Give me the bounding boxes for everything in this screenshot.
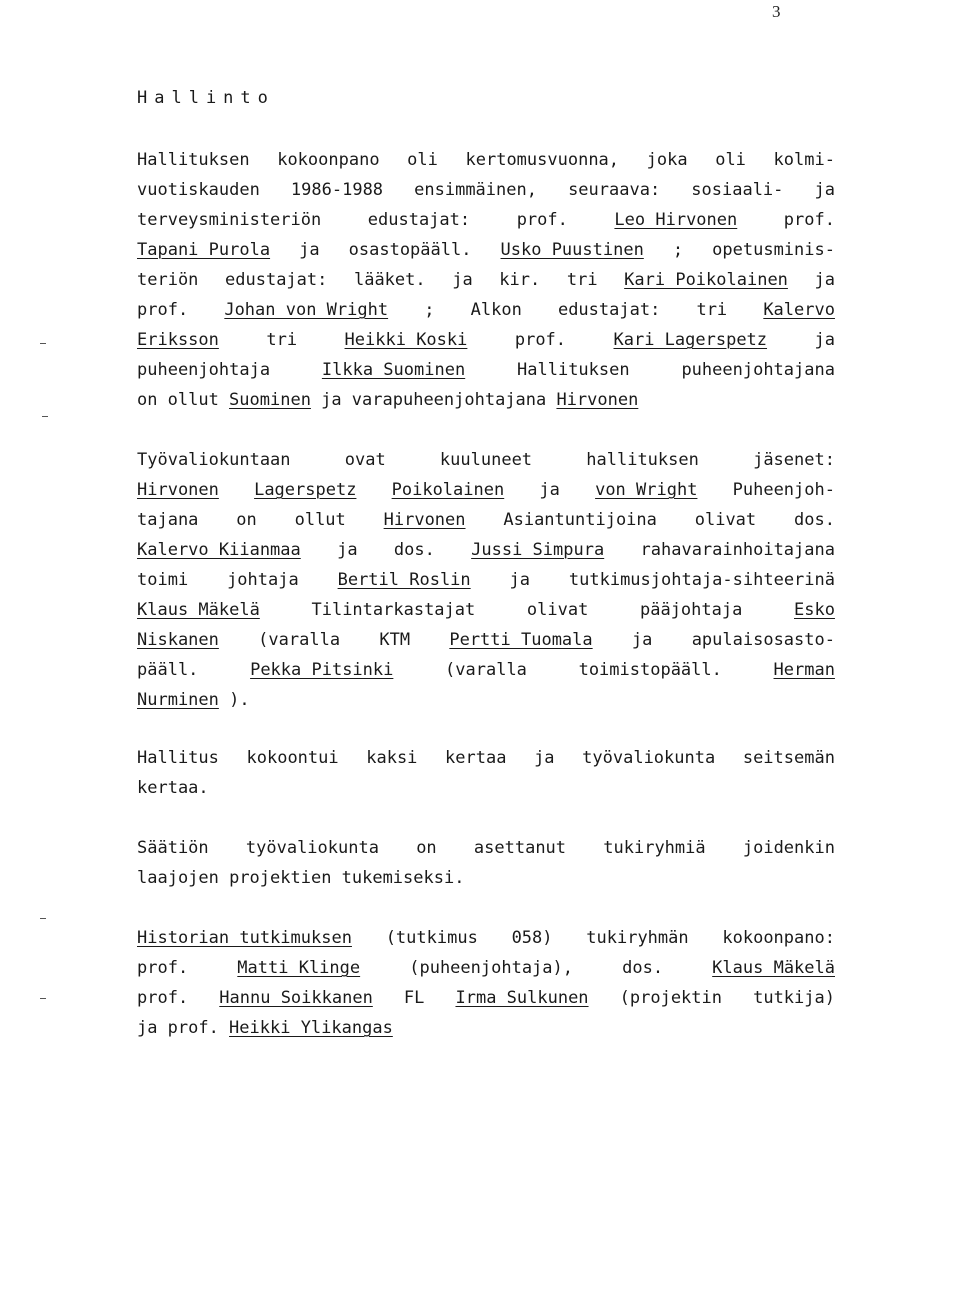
underlined-name: Lagerspetz — [254, 480, 357, 500]
word: olivat — [694, 510, 757, 530]
paragraph-meetings — [137, 743, 835, 803]
text-line — [137, 655, 835, 685]
word: teriön — [137, 270, 199, 290]
underlined-name: Heikki Koski — [344, 330, 468, 350]
word: prof. — [137, 300, 189, 320]
text-line — [137, 265, 835, 295]
underlined-name: Johan von Wright — [224, 300, 389, 320]
word: kuuluneet — [439, 450, 533, 470]
word: ollut — [294, 510, 346, 530]
word: vuotiskauden — [137, 180, 260, 200]
word: KTM — [379, 630, 411, 650]
word: apulaisosasto- — [691, 630, 835, 650]
word: ollut — [167, 390, 219, 410]
word: (projektin — [619, 988, 722, 1008]
underlined-name: Suominen — [229, 390, 311, 410]
word: (varalla — [258, 630, 341, 650]
word: prof. — [516, 210, 568, 230]
word: projektien — [229, 868, 332, 888]
word: edustajat: — [367, 210, 471, 230]
word: prof. — [167, 1018, 219, 1038]
underlined-name: Ilkka Suominen — [321, 360, 466, 380]
underlined-name: Irma Sulkunen — [455, 988, 589, 1008]
word: on — [416, 838, 437, 858]
text-line — [137, 685, 835, 715]
word: Hallituksen — [137, 150, 250, 170]
underlined-name: Niskanen — [137, 630, 219, 650]
underlined-name: von Wright — [595, 480, 698, 500]
underlined-name: Klaus Mäkelä — [712, 958, 835, 978]
underlined-name: Kari Poikolainen — [624, 270, 788, 290]
word: kertaa. — [137, 778, 209, 798]
word: kokoontui — [246, 748, 339, 768]
word: tajana — [137, 510, 199, 530]
word: Tilintarkastajat — [311, 600, 476, 620]
word: ; — [424, 300, 435, 320]
word: dos. — [794, 510, 835, 530]
word: hallituksen — [586, 450, 699, 470]
word: ja — [539, 480, 560, 500]
word: (tutkimus — [385, 928, 478, 948]
word: tukemiseksi. — [341, 868, 465, 888]
word: Hallitus — [137, 748, 219, 768]
word: ja — [814, 180, 835, 200]
paragraph-support-groups — [137, 833, 835, 893]
word: kokoonpano — [277, 150, 380, 170]
text-line — [137, 743, 835, 773]
word: 058) — [511, 928, 553, 948]
word: prof. — [137, 958, 189, 978]
underlined-name: Poikolainen — [391, 480, 505, 500]
underlined-name: Historian tutkimuksen — [137, 928, 352, 948]
word: FL — [403, 988, 425, 1008]
word: edustajat: — [225, 270, 328, 290]
word: kaksi — [366, 748, 418, 768]
text-line — [137, 923, 835, 953]
underlined-name: Hannu Soikkanen — [219, 988, 373, 1008]
word: tutkimusjohtaja-sihteerinä — [568, 570, 835, 590]
word: prof. — [137, 988, 189, 1008]
word: puheenjohtajana — [681, 360, 835, 380]
word: kir. — [499, 270, 541, 290]
underlined-name: Eriksson — [137, 330, 219, 350]
text-line — [137, 505, 835, 535]
text-line — [137, 355, 835, 385]
word: kertomusvuonna, — [465, 150, 620, 170]
underlined-name: Kari Lagerspetz — [613, 330, 768, 350]
word: lääket. — [353, 270, 426, 290]
word: työvaliokunta — [245, 838, 379, 858]
word: ensimmäinen, — [414, 180, 537, 200]
word: seitsemän — [742, 748, 835, 768]
text-line — [137, 953, 835, 983]
word: ja — [299, 240, 320, 260]
text-line — [137, 1013, 835, 1043]
word: rahavarainhoitajana — [640, 540, 835, 560]
word: asettanut — [473, 838, 567, 858]
word: työvaliokunta — [582, 748, 716, 768]
text-line — [137, 863, 835, 893]
margin-mark — [40, 918, 46, 919]
section-heading: Hallinto — [137, 88, 275, 108]
underlined-name: Klaus Mäkelä — [137, 600, 260, 620]
underlined-name: Heikki Ylikangas — [229, 1018, 393, 1038]
word: tukiryhmiä — [603, 838, 706, 858]
word: dos. — [622, 958, 664, 978]
margin-mark — [42, 416, 48, 417]
word: seuraava: — [568, 180, 661, 200]
text-line — [137, 983, 835, 1013]
word: opetusminis- — [712, 240, 835, 260]
word: tukiryhmän — [586, 928, 689, 948]
underlined-name: Leo Hirvonen — [614, 210, 738, 230]
word: jäsenet: — [753, 450, 835, 470]
underlined-name: Usko Puustinen — [500, 240, 644, 260]
word: ja — [814, 330, 835, 350]
word: puheenjohtaja — [137, 360, 271, 380]
word: Säätiön — [137, 838, 209, 858]
word: pääll. — [137, 660, 199, 680]
text-line — [137, 565, 835, 595]
word: ja — [509, 570, 531, 590]
word: (puheenjohtaja), — [409, 958, 573, 978]
text-line — [137, 535, 835, 565]
underlined-name: Jussi Simpura — [471, 540, 605, 560]
margin-mark — [40, 998, 46, 999]
word: Asiantuntijoina — [503, 510, 657, 530]
word: 1986-1988 — [290, 180, 384, 200]
word: ja — [534, 748, 555, 768]
word: tri — [266, 330, 298, 350]
paragraph-working-committee — [137, 445, 835, 715]
word: ja — [814, 270, 835, 290]
word: ; — [672, 240, 684, 260]
word: tri — [696, 300, 728, 320]
underlined-name: Esko — [794, 600, 835, 620]
word: johtaja — [227, 570, 299, 590]
margin-mark — [40, 343, 46, 344]
text-line — [137, 295, 835, 325]
word: varapuheenjohtajana — [351, 390, 547, 410]
word: toimi — [137, 570, 189, 590]
word: tri — [566, 270, 598, 290]
word: (varalla — [445, 660, 527, 680]
text-line — [137, 175, 835, 205]
word: ovat — [344, 450, 386, 470]
word: ja — [337, 540, 358, 560]
word: sosiaali- — [691, 180, 784, 200]
text-line — [137, 445, 835, 475]
underlined-name: Pertti Tuomala — [449, 630, 593, 650]
word: ). — [229, 690, 250, 710]
text-line — [137, 235, 835, 265]
word: terveysministeriön — [137, 210, 322, 230]
text-line — [137, 325, 835, 355]
word: tutkija) — [753, 988, 835, 1008]
text-line — [137, 205, 835, 235]
word: Työvaliokuntaan — [137, 450, 291, 470]
word: laajojen — [137, 868, 219, 888]
underlined-name: Kalervo — [763, 300, 835, 320]
text-line — [137, 773, 835, 803]
underlined-name: Nurminen — [137, 690, 219, 710]
word: ja — [452, 270, 473, 290]
word: oli — [407, 150, 438, 170]
underlined-name: Tapani Purola — [137, 240, 271, 260]
word: joidenkin — [742, 838, 835, 858]
underlined-name: Bertil Roslin — [337, 570, 471, 590]
word: edustajat: — [557, 300, 661, 320]
word: kokoonpano: — [722, 928, 835, 948]
paragraph-history-research-group — [137, 923, 835, 1043]
word: ja — [321, 390, 342, 410]
word: prof. — [783, 210, 835, 230]
word: toimistopääll. — [578, 660, 722, 680]
text-line — [137, 145, 835, 175]
text-line — [137, 385, 835, 415]
underlined-name: Herman — [773, 660, 835, 680]
word: kolmi- — [773, 150, 835, 170]
word: Puheenjoh- — [732, 480, 835, 500]
word: pääjohtaja — [639, 600, 743, 620]
word: ja — [631, 630, 653, 650]
word: ja — [137, 1018, 158, 1038]
text-line — [137, 595, 835, 625]
underlined-name: Hirvonen — [137, 480, 219, 500]
page-number: 3 — [772, 2, 781, 21]
word: osastopääll. — [348, 240, 472, 260]
word: prof. — [514, 330, 567, 350]
word: olivat — [526, 600, 589, 620]
underlined-name: Matti Klinge — [237, 958, 361, 978]
text-line — [137, 833, 835, 863]
paragraph-board-composition — [137, 145, 835, 415]
word: Alkon — [470, 300, 522, 320]
underlined-name: Kalervo Kiianmaa — [137, 540, 301, 560]
word: oli — [715, 150, 746, 170]
word: Hallituksen — [517, 360, 630, 380]
word: dos. — [393, 540, 435, 560]
underlined-name: Pekka Pitsinki — [250, 660, 394, 680]
underlined-name: Hirvonen — [556, 390, 639, 410]
word: on — [137, 390, 158, 410]
underlined-name: Hirvonen — [383, 510, 466, 530]
word: kertaa — [445, 748, 507, 768]
text-line — [137, 625, 835, 655]
word: on — [236, 510, 257, 530]
word: joka — [646, 150, 688, 170]
text-line — [137, 475, 835, 505]
